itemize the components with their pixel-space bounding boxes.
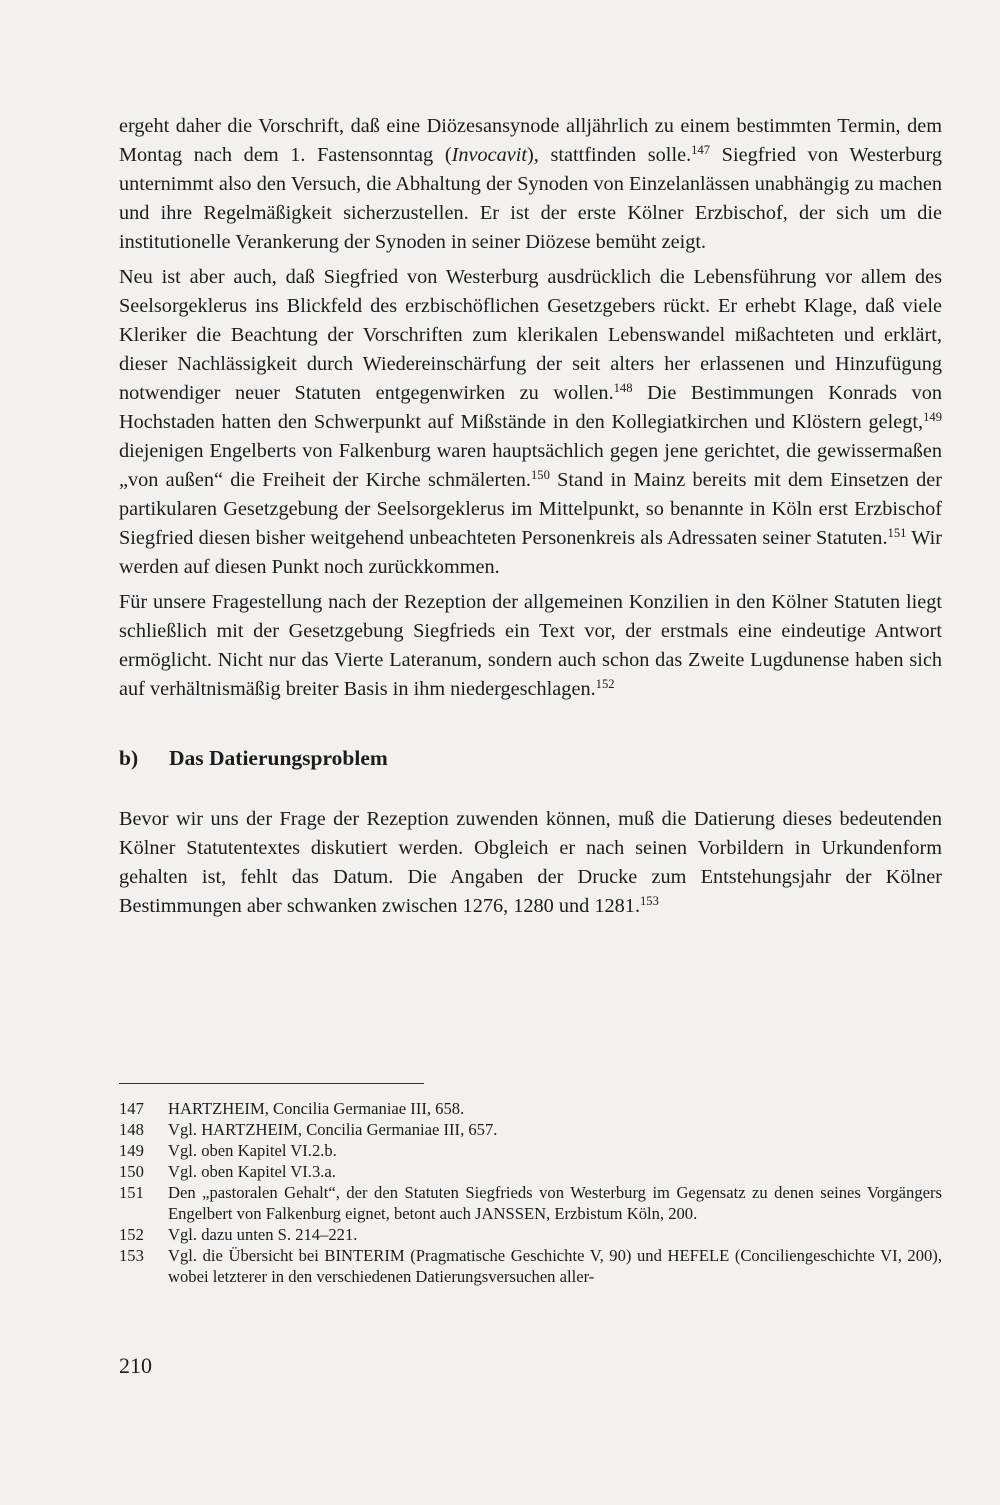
footnote xyxy=(119,1245,942,1287)
text-run: Neu ist aber auch, daß Siegfried von Westerburg ausdrücklich die Lebensführung vor allem des Seelsorgeklerus ins Blickfeld des erzbischöflichen Gesetzgebers rückt. Er erhebt Klage, daß viele Kleriker die Beachtung der Vorschriften zum klerikalen Lebenswandel mißachteten und erklärt, dieser Nachlässigkeit durch Wiedereinschärfung der seit alters her erlassenen und Hinzufügung notwendiger neuer Statuten entgegenwirken zu wollen. xyxy=(119,266,942,404)
section-number: b) xyxy=(119,746,139,770)
footnote-ref: 149 xyxy=(923,410,942,425)
footnote-ref: 152 xyxy=(595,677,615,692)
paragraph-2 xyxy=(119,263,942,582)
footnote-text: Den „pastoralen Gehalt“, der den Statuten Siegfrieds von Westerburg im Gegensatz zu denen seines Vorgängers Engelbert von Falkenburg eignet, betont auch JANSSEN, Erzbistum Köln, 200. xyxy=(168,1183,942,1223)
footnote-ref: 150 xyxy=(531,468,550,483)
footnote-text: Vgl. die Übersicht bei BINTERIM (Pragmatische Geschichte V, 90) und HEFELE (Conciliengeschichte VI, 200), wobei letzterer in den verschiedenen Datierungsversuchen aller- xyxy=(168,1246,942,1286)
footnotes xyxy=(119,1098,942,1287)
text-run: ergeht daher die Vorschrift, daß eine Diözesansynode alljährlich zu einem bestimmten Termin, dem Montag nach dem 1. Fastensonntag ( xyxy=(119,115,942,166)
footnote-ref: 147 xyxy=(691,143,711,158)
footnote-text: Vgl. oben Kapitel VI.2.b. xyxy=(168,1141,337,1160)
footnote-separator xyxy=(119,1083,424,1084)
italic-term: Invocavit xyxy=(451,144,528,166)
footnote-text: Vgl. HARTZHEIM, Concilia Germaniae III, 657. xyxy=(168,1120,498,1139)
text-run: Bevor wir uns der Frage der Rezeption zuwenden können, muß die Datierung dieses bedeutenden Kölner Statutentextes diskutiert werden. Obgleich er nach seinen Vorbildern in Urkundenform gehalten ist, fehlt das Datum. Die Angaben der Drucke zum Entstehungsjahr der Kölner Bestimmungen aber schwanken zwischen 1276, 1280 und 1281. xyxy=(119,808,942,917)
text-run: Für unsere Fragestellung nach der Rezeption der allgemeinen Konzilien in den Kölner Statuten liegt schließlich mit der Gesetzgebung Siegfrieds ein Text vor, der erstmals eine eindeutige Antwort ermöglicht. Nicht nur das Vierte Lateranum, sondern auch schon das Zweite Lugdunense haben sich auf verhältnismäßig breiter Basis in ihm niedergeschlagen. xyxy=(119,591,942,700)
footnote-number: 152 xyxy=(119,1225,144,1244)
footnote-text: HARTZHEIM, Concilia Germaniae III, 658. xyxy=(168,1099,465,1118)
footnote-number: 153 xyxy=(119,1246,144,1265)
paragraph-3 xyxy=(119,588,942,704)
page-number: 210 xyxy=(119,1353,152,1378)
footnote xyxy=(119,1182,942,1224)
footnote-text: Vgl. oben Kapitel VI.3.a. xyxy=(168,1162,336,1181)
paragraph-4 xyxy=(119,805,942,921)
footnote xyxy=(119,1098,942,1119)
footnote-number: 149 xyxy=(119,1141,144,1160)
footnote-number: 150 xyxy=(119,1162,144,1181)
footnote-number: 151 xyxy=(119,1183,144,1202)
footnote xyxy=(119,1224,942,1245)
footnote-number: 147 xyxy=(119,1099,144,1118)
footnote-number: 148 xyxy=(119,1120,144,1139)
footnote xyxy=(119,1119,942,1140)
text-run: diejenigen Engelberts von Falkenburg waren hauptsächlich gegen jene gerichtet, die gewissermaßen „von außen“ die Freiheit der Kirche schmälerten. xyxy=(119,440,942,491)
text-run: ), stattfinden solle. xyxy=(527,144,692,166)
main-text xyxy=(119,112,942,927)
section-title: Das Datierungsproblem xyxy=(169,746,388,770)
text-run: Wir werden auf diesen Punkt noch zurückkommen. xyxy=(119,527,942,578)
footnote xyxy=(119,1161,942,1182)
section-heading xyxy=(119,744,942,773)
footnote xyxy=(119,1140,942,1161)
footnote-ref: 148 xyxy=(613,381,633,396)
text-run: Stand in Mainz bereits mit dem Einsetzen der partikularen Gesetzgebung der Seelsorgeklerus im Mittelpunkt, so benannte in Köln erst Erzbischof Siegfried diesen bisher weitgehend unbeachteten Personenkreis als Adressaten seiner Statuten. xyxy=(119,469,942,549)
paragraph-1 xyxy=(119,112,942,257)
footnote-text: Vgl. dazu unten S. 214–221. xyxy=(168,1225,358,1244)
footnote-ref: 153 xyxy=(640,894,659,909)
text-run: Die Bestimmungen Konrads von Hochstaden hatten den Schwerpunkt auf Mißstände in den Kollegiatkirchen und Klöstern gelegt, xyxy=(119,382,942,433)
footnote-ref: 151 xyxy=(887,526,907,541)
text-run: Siegfried von Westerburg unternimmt also den Versuch, die Abhaltung der Synoden von Einzelanlässen unabhängig zu machen und ihre Regelmäßigkeit sicherzustellen. Er ist der erste Kölner Erzbischof, der sich um die institutionelle Verankerung der Synoden in seiner Diözese bemüht zeigt. xyxy=(119,144,942,253)
